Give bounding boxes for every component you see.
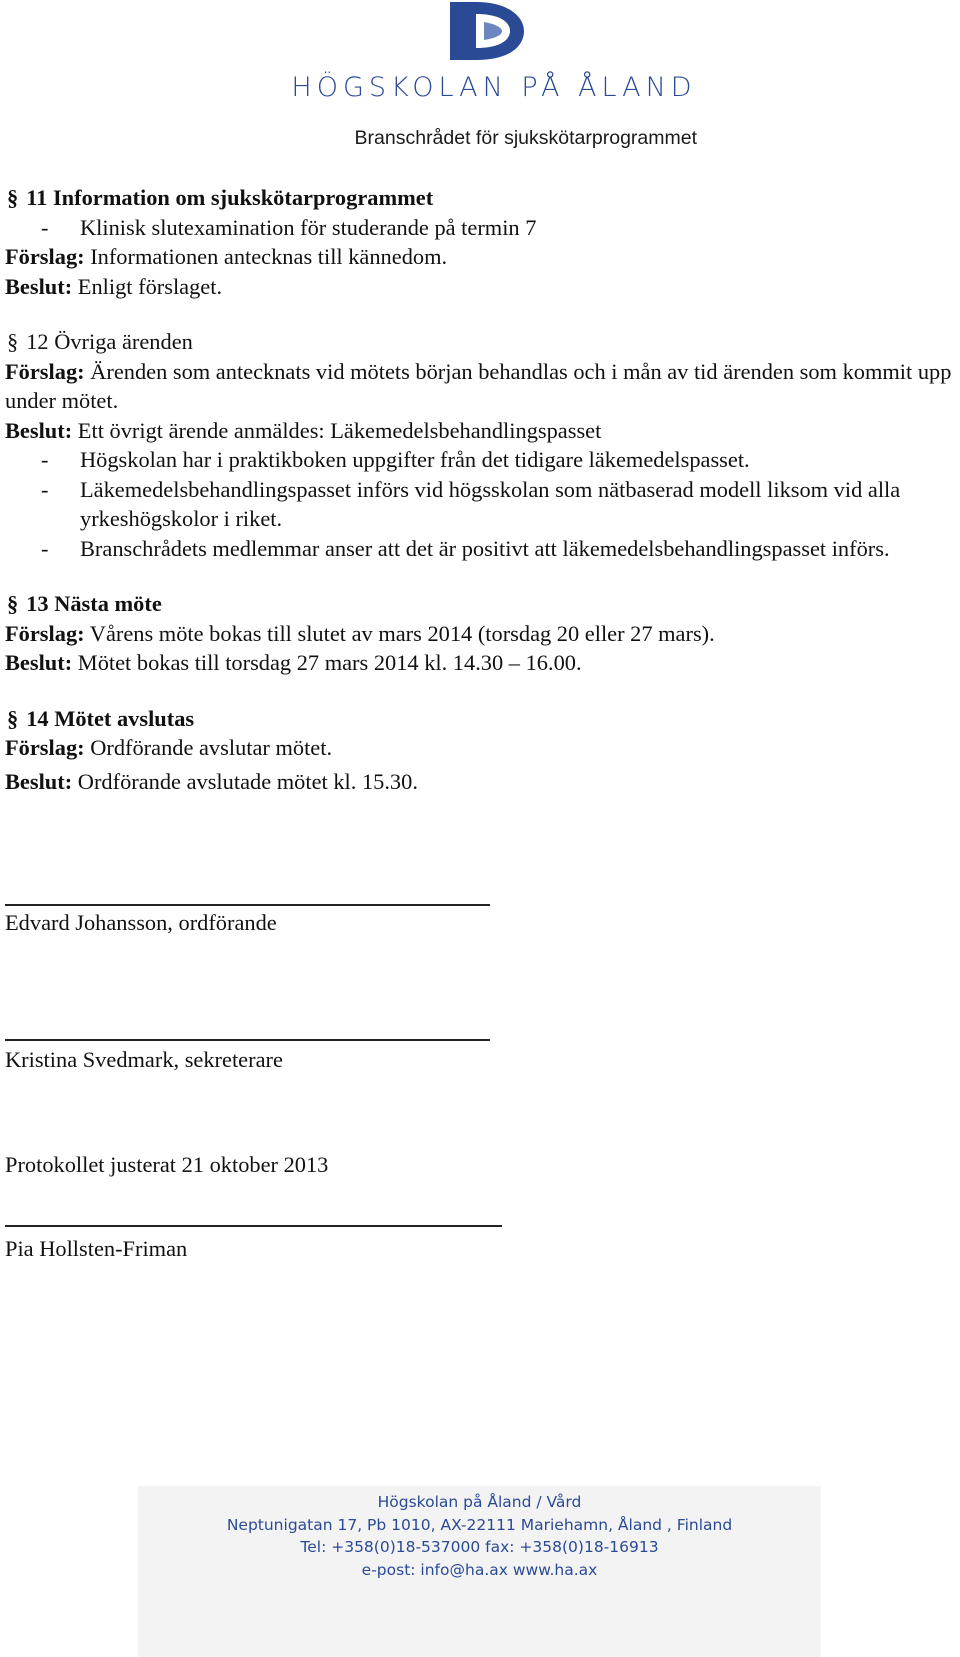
list-item: - Läkemedelsbehandlingspasset införs vid högsskolan som nätbaserad modell liksom vid alla yrkeshögskolor i riket.	[41, 476, 901, 531]
header-logo	[0, 0, 960, 118]
proposal-line	[5, 242, 955, 272]
section-heading	[5, 704, 955, 734]
page-footer	[138, 1486, 821, 1657]
section-12	[5, 327, 955, 563]
proposal-text: Informationen antecknas till kännedom.	[90, 244, 448, 269]
list-item-text: Läkemedelsbehandlingspasset införs vid högsskolan som nätbaserad modell liksom vid alla yrkeshögskolor i riket.	[80, 476, 901, 531]
decision-label: Beslut:	[5, 768, 73, 794]
section-13	[5, 589, 955, 678]
paragraph-sign: §	[7, 329, 19, 354]
decision-line	[5, 767, 955, 797]
footer-contact: e-post: info@ha.ax www.ha.ax	[361, 1560, 598, 1579]
footer-phone: Tel: +358(0)18-537000 fax: +358(0)18-16913	[300, 1538, 659, 1556]
decision-text: Ett övrigt ärende anmäldes: Läkemedelsbehandlingspasset	[77, 417, 602, 443]
proposal-text: Ordförande avslutar mötet.	[90, 735, 333, 760]
list-item-text: Högskolan har i praktikboken uppgifter från det tidigare läkemedelspasset.	[80, 447, 750, 472]
list-item: - Högskolan har i praktikboken uppgifter från det tidigare läkemedelspasset.	[41, 447, 750, 472]
list-item: - Branschrådets medlemmar anser att det är positivt att läkemedelsbehandlingspasset införs.	[41, 535, 890, 561]
list-item-text: Branschrådets medlemmar anser att det är positivt att läkemedelsbehandlingspasset införs.	[80, 535, 890, 561]
decision-label: Beslut:	[5, 273, 73, 299]
decision-text: Mötet bokas till torsdag 27 mars 2014 kl. 14.30 – 16.00.	[77, 650, 582, 675]
proposal-line	[5, 357, 955, 416]
minutes-body	[5, 183, 955, 822]
decision-text: Ordförande avslutade mötet kl. 15.30.	[77, 768, 418, 794]
proposal-line	[5, 733, 955, 763]
proposal-line	[5, 619, 955, 649]
paragraph-sign: §	[7, 705, 19, 731]
proposal-label: Förslag:	[5, 735, 85, 760]
proposal-label: Förslag:	[5, 358, 85, 384]
decision-line	[5, 648, 955, 678]
paragraph-sign: §	[7, 591, 19, 616]
section-title: 12 Övriga ärenden	[26, 329, 193, 354]
signature-line-chair	[5, 904, 490, 906]
document-subtitle: Branschrådet för sjukskötarprogrammet	[354, 127, 697, 149]
section-title: 11 Information om sjukskötarprogrammet	[26, 185, 434, 210]
footer-org: Högskolan på Åland / Vård	[377, 1493, 582, 1511]
proposal-label: Förslag:	[5, 244, 85, 269]
secretary-signature: Kristina Svedmark, sekreterare	[5, 1047, 283, 1072]
logo-wordmark: HÖGSKOLAN PÅ ÅLAND	[291, 72, 697, 103]
paragraph-sign: §	[7, 185, 19, 210]
section-title: 13 Nästa möte	[26, 591, 162, 616]
chair-signature: Edvard Johansson, ordförande	[5, 910, 277, 935]
section-heading	[5, 183, 955, 213]
section-heading	[5, 327, 955, 357]
decision-label: Beslut:	[5, 650, 73, 675]
proposal-text: Ärenden som antecknats vid mötets början behandlas och i mån av tid ärenden som kommit upp under mötet.	[5, 358, 952, 413]
signature-line-secretary	[5, 1039, 490, 1041]
section-11	[5, 183, 955, 301]
logo-emblem-icon	[448, 0, 528, 66]
section-heading	[5, 589, 955, 619]
decision-line	[5, 272, 955, 302]
list-item: - Klinisk slutexamination för studerande på termin 7	[41, 214, 537, 240]
signature-line-adjuster	[5, 1225, 502, 1227]
section-title: 14 Mötet avslutas	[26, 705, 195, 731]
proposal-text: Vårens möte bokas till slutet av mars 2014 (torsdag 20 eller 27 mars).	[89, 620, 715, 646]
section-14	[5, 704, 955, 797]
decision-label: Beslut:	[5, 417, 73, 443]
justified-note: Protokollet justerat 21 oktober 2013	[5, 1152, 329, 1177]
decision-text: Enligt förslaget.	[77, 273, 223, 299]
list-item-text: Klinisk slutexamination för studerande på termin 7	[80, 214, 537, 240]
proposal-label: Förslag:	[5, 620, 85, 646]
decision-line	[5, 416, 955, 446]
footer-address: Neptunigatan 17, Pb 1010, AX-22111 Mariehamn, Åland , Finland	[226, 1515, 733, 1534]
adjuster-signature: Pia Hollsten-Friman	[5, 1236, 188, 1261]
